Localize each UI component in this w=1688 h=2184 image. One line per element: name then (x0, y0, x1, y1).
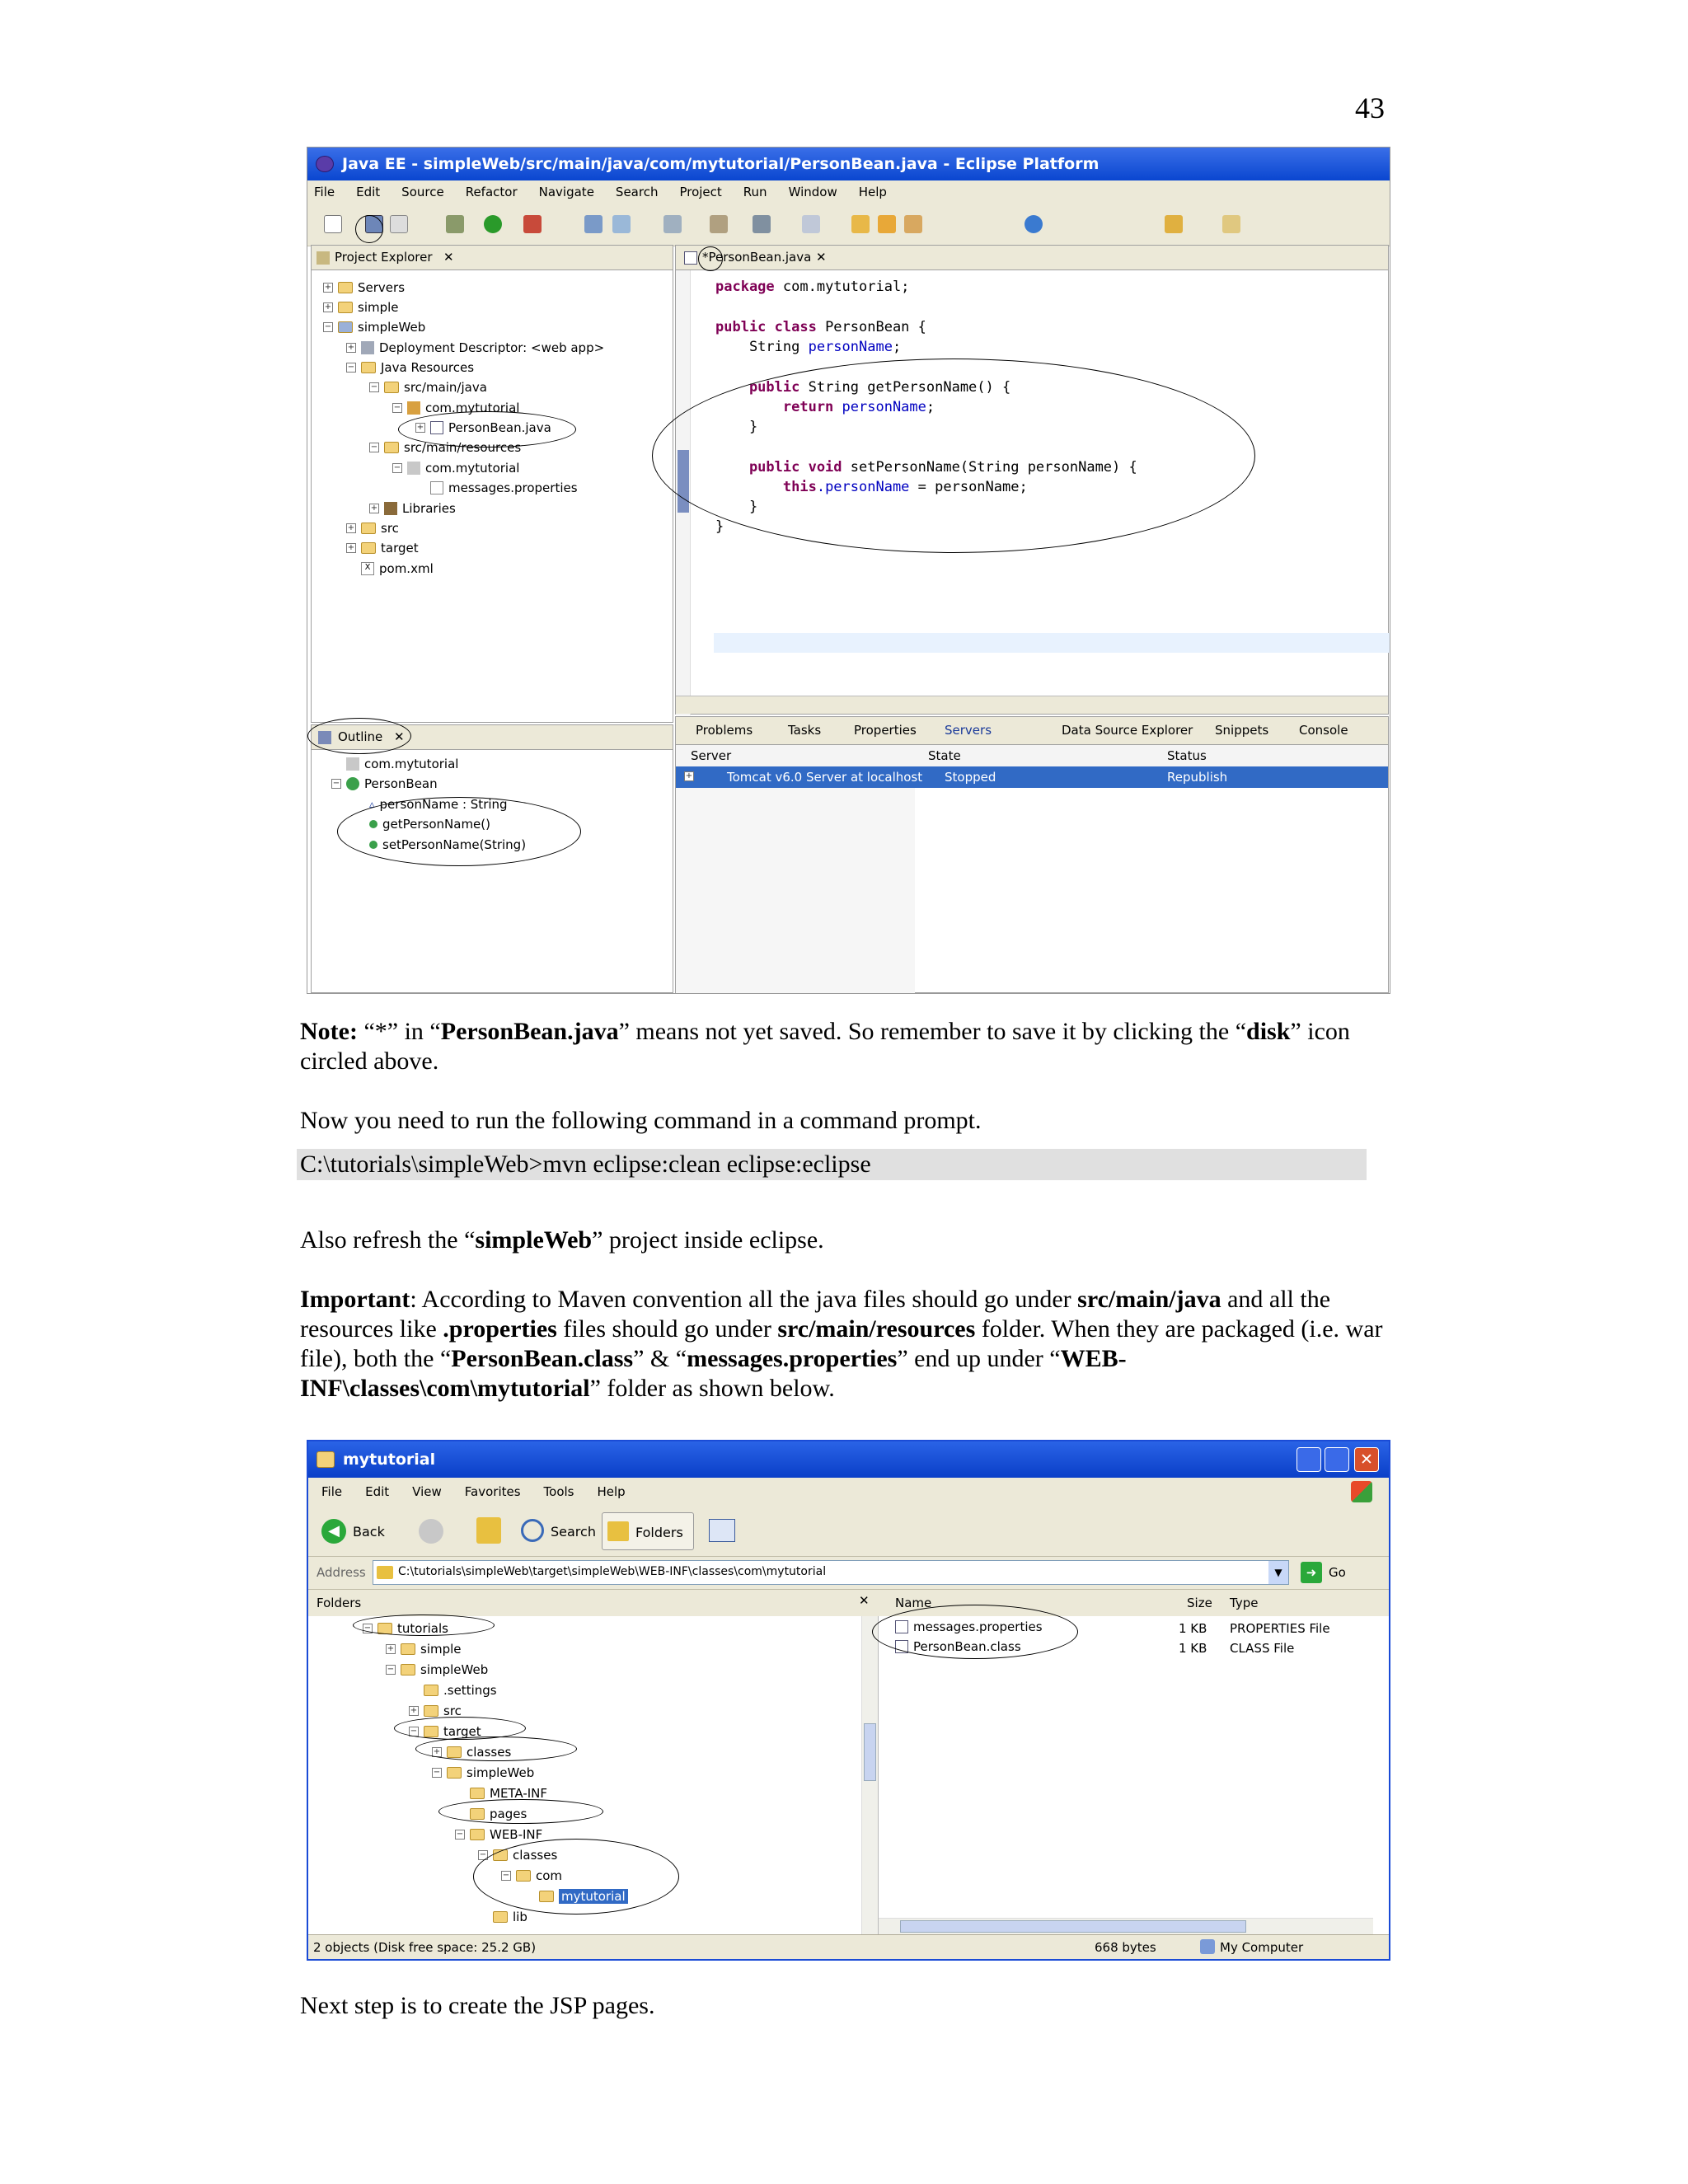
folders-button[interactable] (602, 1512, 694, 1550)
xmenu-tools[interactable]: Tools (543, 1484, 574, 1499)
server-row-tomcat[interactable] (676, 766, 1388, 788)
bottom-tab-bar (676, 717, 1388, 745)
forward-arrow-icon[interactable] (419, 1519, 443, 1544)
my-computer-icon (1200, 1939, 1215, 1954)
editor-tab-personbean[interactable]: *PersonBean.java (702, 250, 812, 265)
file-type-personbean: CLASS File (1230, 1641, 1295, 1656)
status-objects: 2 objects (Disk free space: 25.2 GB) (313, 1940, 537, 1955)
eclipse-menu-bar (307, 180, 1390, 204)
folders-pane (308, 1590, 879, 1936)
project-explorer-icon (316, 251, 330, 265)
folder-simpleweb-target[interactable]: − simpleWeb (433, 1765, 535, 1780)
code-line-2: public class PersonBean { (715, 319, 926, 335)
up-folder-icon[interactable] (476, 1517, 501, 1544)
xmenu-favorites[interactable]: Favorites (464, 1484, 521, 1499)
col-type[interactable]: Type (1230, 1596, 1259, 1610)
annotation-icon[interactable] (802, 215, 820, 233)
save-disk-icon[interactable] (365, 215, 383, 233)
tree-item-simpleweb[interactable]: − simpleWeb (324, 320, 426, 335)
code-line-3: String personName; (715, 339, 902, 355)
col-state[interactable]: State (928, 748, 961, 763)
xmenu-file[interactable]: File (321, 1484, 343, 1499)
change-marker (678, 450, 689, 513)
folder-tutorials[interactable]: − tutorials (363, 1621, 448, 1636)
server-status: Republish (1167, 770, 1228, 785)
minimize-button[interactable] (1296, 1447, 1321, 1472)
editor-left-ruler (676, 270, 691, 715)
next-step-text: Next step is to create the JSP pages. (300, 1992, 655, 2019)
tab-properties[interactable]: Properties (854, 723, 917, 738)
windows-explorer-screenshot (307, 1440, 1390, 1961)
close-editor-icon[interactable]: ✕ (816, 250, 827, 265)
debug-icon[interactable] (446, 215, 464, 233)
tree-item-resources-package[interactable]: − com.mytutorial (393, 461, 520, 476)
outline-icon (318, 731, 331, 744)
outline-method-get[interactable]: getPersonName() (369, 815, 490, 833)
server-expand[interactable]: + (685, 771, 693, 780)
open-file-icon[interactable] (878, 215, 896, 233)
folders-title: Folders (316, 1596, 362, 1610)
search-magnifier-icon[interactable] (521, 1519, 544, 1542)
refresh-paragraph: Also refresh the “simpleWeb” project inside eclipse. (300, 1226, 824, 1254)
run-icon[interactable] (484, 215, 502, 233)
code-line-4: public String getPersonName() { (715, 379, 1011, 396)
eclipse-screenshot (307, 147, 1390, 994)
windows-logo-icon (1351, 1481, 1372, 1502)
new-icon[interactable] (324, 215, 342, 233)
folder-web-inf[interactable]: − WEB-INF (456, 1827, 543, 1842)
menu-help[interactable]: Help (858, 185, 887, 199)
forward-nav-icon[interactable] (1222, 215, 1240, 233)
maximize-button[interactable] (1325, 1447, 1349, 1472)
menu-refactor[interactable]: Refactor (465, 185, 518, 199)
tree-item-package-mytutorial[interactable]: − com.mytutorial (393, 401, 520, 415)
back-nav-icon[interactable] (1165, 215, 1183, 233)
outline-tab[interactable] (312, 725, 673, 750)
eclipse-toolbar (307, 204, 1390, 246)
new-server-icon[interactable] (584, 215, 603, 233)
tree-item-src-main-java[interactable]: − src/main/java (370, 380, 487, 395)
file-list-header (879, 1590, 1390, 1616)
close-folders-icon[interactable]: ✕ (859, 1593, 870, 1608)
print-icon[interactable] (390, 215, 408, 233)
note-paragraph: Note: “*” in “PersonBean.java” means not yet saved. So remember to save it by clicking the “disk” icon circled above. (300, 1018, 1350, 1075)
run-command-text: Now you need to run the following command in a command prompt. (300, 1107, 982, 1134)
folders-button-label: Folders (635, 1525, 683, 1540)
search-tool-icon[interactable] (710, 215, 728, 233)
tab-tasks[interactable]: Tasks (788, 723, 822, 738)
col-status[interactable]: Status (1167, 748, 1207, 763)
code-line-8: this.personName = personName; (715, 479, 1028, 495)
folders-header (308, 1590, 879, 1616)
web-service-icon[interactable] (753, 215, 771, 233)
folder-settings[interactable]: .settings (424, 1681, 497, 1699)
servers-header (676, 745, 1388, 766)
address-dropdown-icon[interactable]: ▼ (1268, 1561, 1288, 1584)
servers-panel (675, 716, 1389, 993)
folder-simple[interactable]: + simple (387, 1642, 462, 1657)
close-outline-icon[interactable]: ✕ (394, 729, 405, 744)
address-folder-icon (377, 1566, 393, 1579)
file-list-pane (879, 1590, 1390, 1936)
pen-icon[interactable] (904, 215, 922, 233)
folder-pages[interactable]: pages (470, 1805, 527, 1823)
tree-item-java-resources[interactable]: − Java Resources (347, 360, 475, 375)
tree-item-target[interactable]: + target (347, 541, 419, 555)
folder-mytutorial[interactable]: mytutorial (539, 1887, 628, 1905)
open-folder-icon[interactable] (851, 215, 870, 233)
folder-meta-inf[interactable]: META-INF (470, 1784, 547, 1802)
explorer-title-bar (308, 1441, 1389, 1478)
open-type-icon[interactable] (663, 215, 682, 233)
code-line-10: } (715, 518, 724, 535)
tree-item-libraries[interactable]: + Libraries (370, 501, 456, 516)
command-line: C:\tutorials\simpleWeb>mvn eclipse:clean eclipse:eclipse (297, 1149, 1367, 1180)
eclipse-icon (316, 156, 334, 172)
code-line-1: package com.mytutorial; (715, 279, 910, 295)
search-button-label[interactable]: Search (551, 1524, 596, 1540)
code-line-9: } (715, 499, 758, 515)
folder-target[interactable]: − target (410, 1724, 481, 1739)
explorer-status-bar (308, 1934, 1389, 1959)
folders-icon (607, 1521, 629, 1541)
tree-item-pom-xml[interactable]: X pom.xml (361, 560, 434, 578)
server-name: Tomcat v6.0 Server at localhost (727, 770, 923, 785)
outline-label: Outline (338, 729, 383, 744)
menu-edit[interactable]: Edit (356, 185, 381, 199)
col-name[interactable]: Name (895, 1596, 932, 1610)
eclipse-title: Java EE - simpleWeb/src/main/java/com/mytutorial/PersonBean.java - Eclipse Platform (342, 155, 1100, 173)
tree-item-messages-properties[interactable]: messages.properties (430, 479, 578, 497)
file-type-messages: PROPERTIES File (1230, 1621, 1330, 1636)
menu-run[interactable]: Run (743, 185, 767, 199)
project-explorer-tab[interactable] (312, 246, 673, 270)
important-paragraph: Important: According to Maven convention all the java files should go under src/main/java and all the resources like .properties files should go under src/main/resources folder. When they are packaged (i.e. war file), both the “PersonBean.class” & “messages.properties” end up under “WEB-INF\classes\com\mytutorial” folder as shown below. (300, 1286, 1383, 1402)
explorer-toolbar (308, 1506, 1389, 1557)
java-file-icon (684, 251, 697, 265)
outline-method-set[interactable]: setPersonName(String) (369, 836, 526, 854)
explorer-menu-bar (308, 1478, 1389, 1506)
outline-class[interactable]: − PersonBean (332, 776, 438, 791)
tab-servers[interactable]: Servers (945, 723, 992, 738)
address-bar (308, 1557, 1389, 1590)
explorer-title: mytutorial (343, 1451, 436, 1469)
tab-snippets[interactable]: Snippets (1215, 723, 1269, 738)
editor-tab-bar (676, 246, 1388, 270)
new-project-icon[interactable] (612, 215, 631, 233)
folder-lib[interactable]: lib (493, 1908, 528, 1926)
code-line-7: public void setPersonName(String personName) { (715, 459, 1137, 476)
java-editor-panel (675, 245, 1389, 715)
tree-item-deployment-descriptor[interactable]: + Deployment Descriptor: <web app> (347, 340, 605, 355)
eclipse-title-bar (307, 148, 1390, 180)
xmenu-help[interactable]: Help (597, 1484, 626, 1499)
folders-scroll-thumb[interactable] (864, 1723, 876, 1781)
menu-source[interactable]: Source (401, 185, 444, 199)
back-button-label[interactable]: Back (353, 1524, 385, 1540)
outline-panel (311, 724, 673, 993)
tab-problems[interactable]: Problems (696, 723, 753, 738)
state-column-shade (676, 788, 915, 994)
menu-search[interactable]: Search (615, 185, 659, 199)
address-label: Address (316, 1565, 366, 1580)
status-bytes: 668 bytes (1095, 1940, 1156, 1955)
folder-classes[interactable]: − classes (479, 1848, 558, 1863)
col-size[interactable]: Size (1187, 1596, 1212, 1610)
project-explorer-label: Project Explorer (335, 250, 433, 265)
tree-item-servers[interactable]: + Servers (324, 280, 406, 295)
file-row-messages[interactable]: messages.properties (895, 1618, 1043, 1636)
hscroll-thumb[interactable] (900, 1920, 1246, 1933)
folder-src[interactable]: + src (410, 1704, 462, 1718)
tab-data-source-explorer[interactable]: Data Source Explorer (1062, 723, 1193, 738)
col-server[interactable]: Server (691, 748, 732, 763)
external-tools-icon[interactable] (523, 215, 542, 233)
go-label[interactable]: Go (1329, 1565, 1346, 1580)
menu-file[interactable]: File (314, 185, 335, 199)
server-state: Stopped (945, 770, 996, 785)
close-tab-icon[interactable]: ✕ (443, 250, 454, 265)
page-number: 43 (1355, 91, 1385, 124)
code-line-6: } (715, 419, 758, 435)
status-computer: My Computer (1220, 1940, 1304, 1955)
project-explorer-panel (311, 245, 673, 723)
folders-scrollbar[interactable] (861, 1616, 878, 1936)
editor-scrollbar[interactable] (676, 696, 1388, 714)
tab-console[interactable]: Console (1299, 723, 1348, 738)
folder-simpleweb[interactable]: − simpleWeb (387, 1662, 489, 1677)
folder-title-icon (316, 1451, 335, 1468)
tree-item-simple[interactable]: + simple (324, 300, 399, 315)
outline-field[interactable]: ▵ personName : String (369, 797, 508, 812)
file-list-hscrollbar[interactable] (879, 1918, 1373, 1934)
file-row-personbean[interactable]: PersonBean.class (895, 1638, 1021, 1656)
back-arrow-icon[interactable]: ◀ (321, 1519, 346, 1544)
file-size-messages: 1 KB (1179, 1621, 1207, 1636)
xmenu-view[interactable]: View (412, 1484, 442, 1499)
xmenu-edit[interactable]: Edit (365, 1484, 390, 1499)
menu-project[interactable]: Project (679, 185, 722, 199)
current-line-highlight (714, 633, 1390, 653)
file-size-personbean: 1 KB (1179, 1641, 1207, 1656)
menu-navigate[interactable]: Navigate (538, 185, 594, 199)
tree-item-personbean-java[interactable]: + PersonBean.java (416, 420, 551, 435)
tree-item-src-main-resources[interactable]: − src/main/resources (370, 440, 522, 455)
views-icon[interactable] (709, 1519, 735, 1542)
tree-item-src[interactable]: + src (347, 521, 399, 536)
go-arrow-icon[interactable]: ➜ (1301, 1562, 1322, 1583)
outline-package[interactable]: com.mytutorial (346, 755, 458, 773)
close-button[interactable]: ✕ (1354, 1447, 1379, 1472)
folder-com[interactable]: − com (502, 1868, 563, 1883)
address-input[interactable] (373, 1560, 1289, 1585)
menu-window[interactable]: Window (788, 185, 837, 199)
folder-classes-target[interactable]: + classes (433, 1745, 512, 1760)
globe-icon[interactable] (1025, 215, 1043, 233)
address-path: C:\tutorials\simpleWeb\target\simpleWeb\WEB-INF\classes\com\mytutorial (398, 1565, 827, 1578)
code-line-5: return personName; (715, 399, 935, 415)
